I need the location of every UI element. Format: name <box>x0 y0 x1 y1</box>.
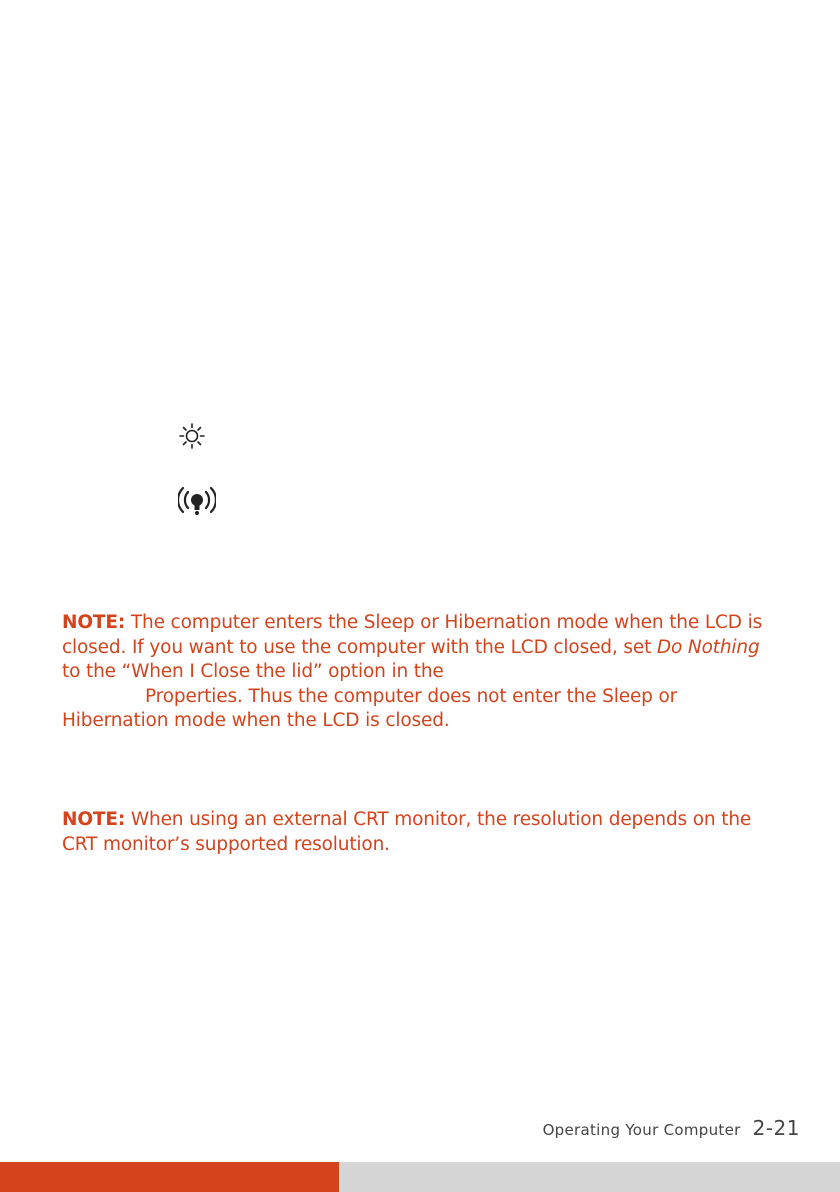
note-line: Properties. Thus the computer does not enter the Sleep or <box>145 685 678 707</box>
page-footer <box>543 1116 800 1140</box>
note-line: NOTE: The computer enters the Sleep or Hibernation mode when the LCD is <box>62 612 763 633</box>
do-nothing-option: Do Nothing <box>656 636 760 658</box>
note-line: closed. If you want to use the computer with the LCD closed, set Do Nothing <box>62 636 760 658</box>
note-label: NOTE: <box>62 612 126 633</box>
chapter-title: Operating Your Computer <box>542 1121 741 1139</box>
sun-icon <box>178 422 206 450</box>
note-sleep-hibernation <box>62 611 792 734</box>
note-line: NOTE: When using an external CRT monitor, the resolution depends on the <box>62 809 752 830</box>
note-crt-resolution <box>62 808 792 857</box>
note-line: to the “When I Close the lid” option in the <box>62 661 444 682</box>
wireless-signal-icon <box>178 486 216 518</box>
note-label: NOTE: <box>62 809 126 830</box>
page-number: 2-21 <box>752 1116 800 1140</box>
note-line: CRT monitor’s supported resolution. <box>62 833 390 855</box>
footer-gray-bar <box>339 1162 840 1192</box>
note-line: Hibernation mode when the LCD is closed. <box>62 710 450 731</box>
footer-accent-bar <box>0 1162 339 1192</box>
